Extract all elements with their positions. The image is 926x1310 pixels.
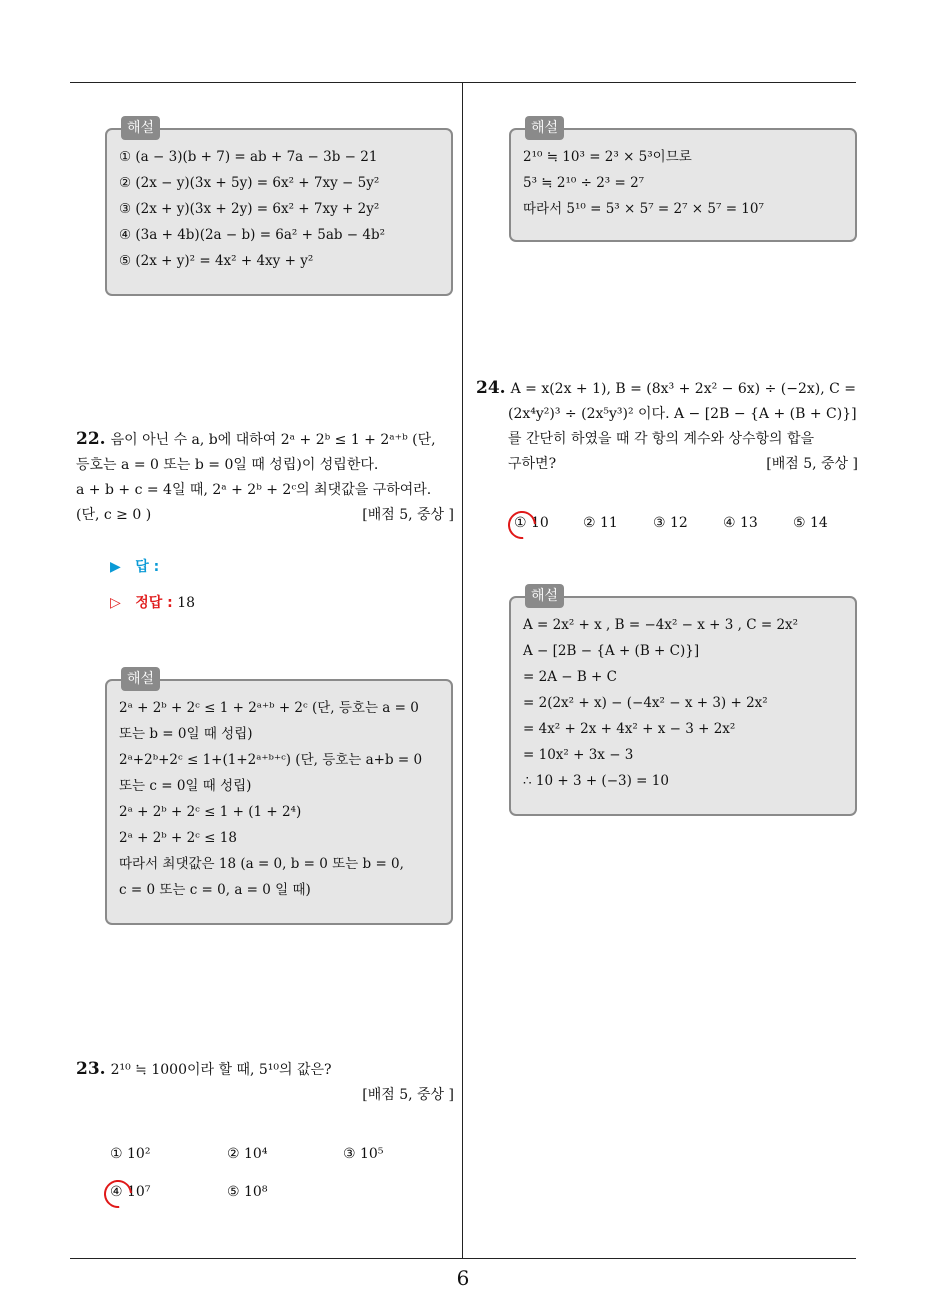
explanation-tag: 해설 [121,116,160,140]
option-3[interactable]: ③ 12 [653,515,688,531]
option-4[interactable]: ④ 10⁷ [110,1184,151,1200]
explanation-line: A − [2B − {A + (B + C)}] [523,643,700,659]
answer-field[interactable] [110,556,159,576]
option-5[interactable]: ⑤ 10⁸ [227,1184,268,1200]
option-1[interactable]: ① 10 [514,515,549,531]
explanation-line: 따라서 5¹⁰ = 5³ × 5⁷ = 2⁷ × 5⁷ = 10⁷ [523,201,764,217]
question-24 [476,376,858,477]
answer-label: 답 : [135,559,160,575]
explanation-line: 따라서 최댓값은 18 (a = 0, b = 0 또는 b = 0, [119,856,404,872]
explanation-line: 5³ ≒ 2¹⁰ ÷ 2³ = 2⁷ [523,175,645,191]
question-text: 를 간단히 하였을 때 각 항의 계수와 상수항의 합을 [508,431,815,447]
question-text: (단, c ≥ 0 ) [76,507,152,523]
explanation-box-q22 [105,671,453,925]
bottom-rule [70,1258,856,1259]
option-3[interactable]: ③ 10⁵ [343,1146,384,1162]
question-22 [76,427,454,528]
explanation-box-q21 [105,120,453,296]
selected-answer-circle-icon [502,505,541,544]
explanation-line: c = 0 또는 c = 0, a = 0 일 때) [119,882,311,898]
explanation-line: ∴ 10 + 3 + (−3) = 10 [523,773,669,789]
selected-answer-circle-icon [98,1174,137,1213]
question-number: 24. [476,378,506,398]
explanation-line: = 4x² + 2x + 4x² + x − 3 + 2x² [523,721,736,737]
question-meta: [배점 5, 중상 ] [362,1087,454,1103]
column-divider [462,83,463,1258]
explanation-line: A = 2x² + x , B = −4x² − x + 3 , C = 2x² [523,617,799,633]
explanation-line: 2ᵃ + 2ᵇ + 2ᶜ ≤ 1 + 2ᵃ⁺ᵇ + 2ᶜ (단, 등호는 a = 0 [119,700,419,716]
explanation-line: = 2A − B + C [523,669,617,685]
explanation-tag: 해설 [525,584,564,608]
correct-answer [110,592,195,612]
option-4[interactable]: ④ 13 [723,515,758,531]
explanation-line: ⑤ (2x + y)² = 4x² + 4xy + y² [119,253,314,269]
correct-value: 18 [177,595,196,611]
explanation-tag: 해설 [525,116,564,140]
explanation-line: 2ᵃ + 2ᵇ + 2ᶜ ≤ 18 [119,830,237,846]
explanation-line: ④ (3a + 4b)(2a − b) = 6a² + 5ab − 4b² [119,227,386,243]
question-23 [76,1057,454,1108]
explanation-line: 또는 c = 0일 때 성립) [119,778,252,794]
explanation-box-q24 [509,588,857,816]
explanation-line: 2ᵃ + 2ᵇ + 2ᶜ ≤ 1 + (1 + 2⁴) [119,804,302,820]
question-text: 음이 아닌 수 a, b에 대하여 2ᵃ + 2ᵇ ≤ 1 + 2ᵃ⁺ᵇ (단, [110,432,436,448]
question-text: 등호는 a = 0 또는 b = 0일 때 성립)이 성립한다. [76,457,379,473]
explanation-line: 2ᵃ+2ᵇ+2ᶜ ≤ 1+(1+2ᵃ⁺ᵇ⁺ᶜ) (단, 등호는 a+b = 0 [119,752,423,768]
question-text: 구하면? [508,456,557,472]
question-text: a + b + c = 4일 때, 2ᵃ + 2ᵇ + 2ᶜ의 최댓값을 구하여라. [76,482,432,498]
explanation-box-q23 [509,120,857,242]
question-text: 2¹⁰ ≒ 1000이라 할 때, 5¹⁰의 값은? [110,1062,332,1078]
top-rule [70,82,856,83]
explanation-line: ② (2x − y)(3x + 5y) = 6x² + 7xy − 5y² [119,175,380,191]
question-text: (2x⁴y²)³ ÷ (2x⁵y³)² 이다. A − [2B − {A + (B + C)}] [508,406,857,422]
explanation-line: = 2(2x² + x) − (−4x² − x + 3) + 2x² [523,695,768,711]
correct-label: 정답 : [135,595,173,611]
explanation-line: ① (a − 3)(b + 7) = ab + 7a − 3b − 21 [119,149,378,165]
question-meta: [배점 5, 중상 ] [362,507,454,523]
answer-arrow-icon: ▶ [110,559,121,575]
option-2[interactable]: ② 10⁴ [227,1146,268,1162]
option-5[interactable]: ⑤ 14 [793,515,828,531]
explanation-line: ③ (2x + y)(3x + 2y) = 6x² + 7xy + 2y² [119,201,380,217]
explanation-line: 또는 b = 0일 때 성립) [119,726,253,742]
page-number: 6 [456,1266,470,1290]
question-text: A = x(2x + 1), B = (8x³ + 2x² − 6x) ÷ (−2x), C = [510,381,856,397]
explanation-line: 2¹⁰ ≒ 10³ = 2³ × 5³이므로 [523,149,692,165]
question-number: 22. [76,429,106,449]
explanation-line: = 10x² + 3x − 3 [523,747,634,763]
option-1[interactable]: ① 10² [110,1146,151,1162]
correct-arrow-icon: ▷ [110,595,121,611]
question-number: 23. [76,1059,106,1079]
explanation-tag: 해설 [121,667,160,691]
option-2[interactable]: ② 11 [583,515,618,531]
question-meta: [배점 5, 중상 ] [766,456,858,472]
